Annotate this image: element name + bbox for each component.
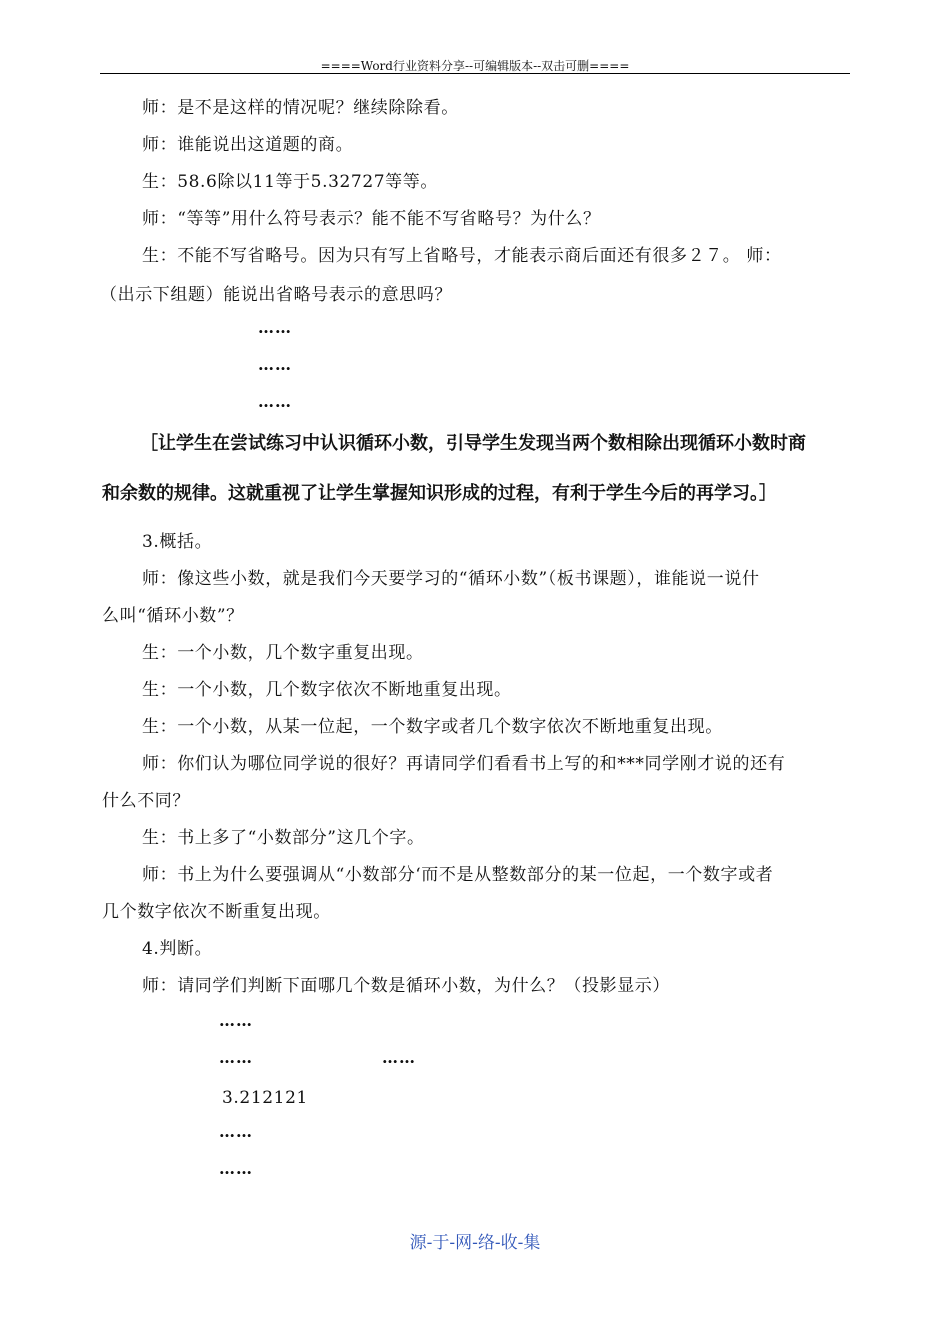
- paragraph-line: 生：一个小数，几个数字重复出现。: [142, 643, 424, 663]
- paragraph-line: 师：“等等”用什么符号表示？能不能不写省略号？为什么？: [142, 209, 601, 229]
- paragraph-line: 师：像这些小数，就是我们今天要学习的“循环小数”（板书课题），谁能说一说什: [142, 569, 760, 589]
- ellipsis-placeholder: ……: [219, 1011, 253, 1030]
- paragraph-line: 师：请同学们判断下面哪几个数是循环小数，为什么？（投影显示）: [142, 976, 670, 996]
- paragraph-line: 师：是不是这样的情况呢？继续除除看。: [142, 98, 459, 118]
- section-heading: 3.概括。: [142, 532, 213, 552]
- teaching-note: 和余数的规律。这就重视了让学生掌握知识形成的过程，有利于学生今后的再学习。］: [102, 483, 777, 504]
- paragraph-line: 生：58.6除以11等于5.32727等等。: [142, 172, 438, 192]
- paragraph-line: （出示下组题）能说出省略号表示的意思吗？: [100, 285, 452, 305]
- paragraph-line: 师：谁能说出这道题的商。: [142, 135, 354, 155]
- paragraph-line: 生：一个小数，几个数字依次不断地重复出现。: [142, 680, 512, 700]
- section-heading: 4.判断。: [142, 939, 213, 959]
- paragraph-line: 生：不能不写省略号。因为只有写上省略号，才能表示商后面还有很多２７。 师：: [142, 246, 782, 266]
- ellipsis-placeholder: ……: [382, 1048, 416, 1067]
- page-header: ====Word行业资料分享--可编辑版本--双击可删====: [320, 59, 630, 73]
- paragraph-line: 师：你们认为哪位同学说的很好？再请同学们看看书上写的和***同学刚才说的还有: [142, 754, 786, 774]
- page-footer: 源-于-网-络-收-集: [409, 1233, 541, 1253]
- ellipsis-placeholder: ……: [258, 318, 292, 337]
- paragraph-line: 师：书上为什么要强调从“小数部分‘而不是从整数部分的某一位起，一个数字或者: [142, 865, 774, 885]
- ellipsis-placeholder: ……: [258, 355, 292, 374]
- paragraph-line: 什么不同？: [102, 791, 190, 811]
- paragraph-line: 么叫“循环小数”？: [102, 606, 244, 626]
- ellipsis-placeholder: ……: [219, 1122, 253, 1141]
- paragraph-line: 几个数字依次不断重复出现。: [102, 902, 331, 922]
- decimal-number: 3.212121: [222, 1088, 308, 1108]
- paragraph-line: 生：书上多了“小数部分”这几个字。: [142, 828, 425, 848]
- ellipsis-placeholder: ……: [258, 392, 292, 411]
- paragraph-line: 生：一个小数，从某一位起，一个数字或者几个数字依次不断地重复出现。: [142, 717, 723, 737]
- ellipsis-placeholder: ……: [219, 1048, 253, 1067]
- header-rule: [100, 73, 850, 74]
- ellipsis-placeholder: ……: [219, 1159, 253, 1178]
- teaching-note: ［让学生在尝试练习中认识循环小数，引导学生发现当两个数相除出现循环小数时商: [140, 433, 806, 454]
